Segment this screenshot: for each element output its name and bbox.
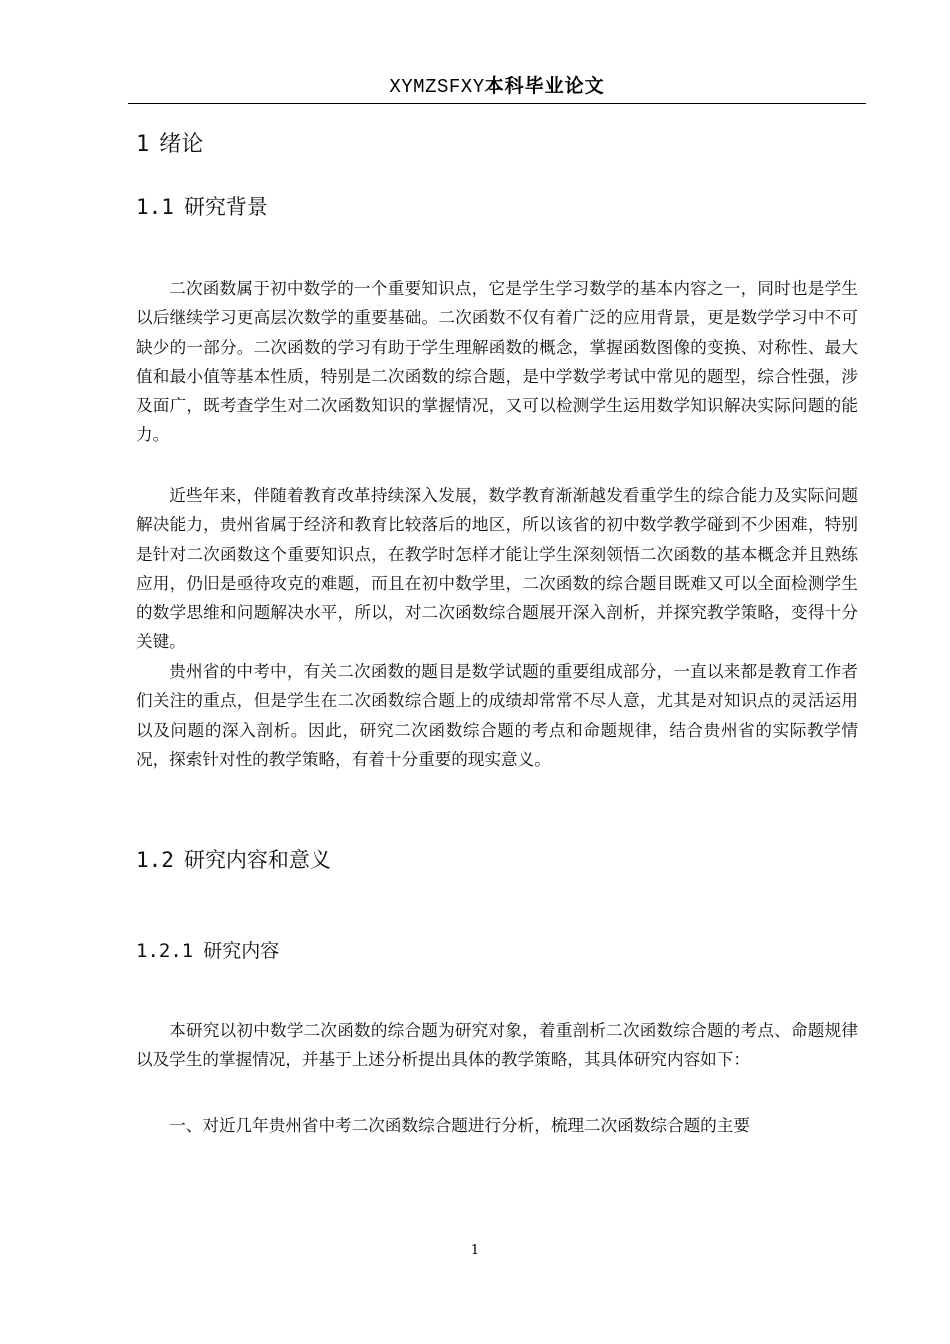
section-title: 研究内容和意义 xyxy=(183,848,331,872)
header-divider xyxy=(128,103,866,104)
section-heading-1-2 xyxy=(136,844,331,876)
page-number: 1 xyxy=(470,1243,480,1258)
subsection-title: 研究内容 xyxy=(203,940,280,962)
header-latin: XYMZSFXY xyxy=(389,76,485,98)
section-number: 1.1 xyxy=(136,195,174,219)
section-number: 1.2 xyxy=(136,848,174,872)
paragraph-background-1: 二次函数属于初中数学的一个重要知识点，它是学生学习数学的基本内容之一，同时也是学生以后继续学习更高层次数学的重要基础。二次函数不仅有着广泛的应用背景，更是数学学习中不可缺少的一部分。二次函数的学习有助于学生理解函数的概念，掌握函数图像的变换、对称性、最大值和最小值等基本性质，特别是二次函数的综合题，是中学数学考试中常见的题型，综合性强，涉及面广，既考查学生对二次函数知识的掌握情况，又可以检测学生运用数学知识解决实际问题的能力。 xyxy=(136,279,858,445)
paragraph-background-3: 贵州省的中考中，有关二次函数的题目是数学试题的重要组成部分，一直以来都是教育工作者们关注的重点，但是学生在二次函数综合题上的成绩却常常不尽人意，尤其是对知识点的灵活运用以及问题的深入剖析。因此，研究二次函数综合题的考点和命题规律，结合贵州省的实际教学情况，探索针对性的教学策略，有着十分重要的现实意义。 xyxy=(136,662,858,769)
chapter-number: 1 xyxy=(136,132,150,157)
section-heading-1-1 xyxy=(136,191,268,223)
subsection-number: 1.2.1 xyxy=(136,940,194,962)
page-header xyxy=(128,72,866,102)
section-title: 研究背景 xyxy=(183,195,268,219)
subsection-heading-1-2-1 xyxy=(136,936,279,966)
paragraph-background-2: 近些年来，伴随着教育改革持续深入发展，数学教育渐渐越发看重学生的综合能力及实际问题解决能力，贵州省属于经济和教育比较落后的地区，所以该省的初中数学教学碰到不少困难，特别是针对二次函数这个重要知识点，在教学时怎样才能让学生深刻领悟二次函数的基本概念并且熟练应用，仍旧是亟待攻克的难题，而且在初中数学里，二次函数的综合题目既难又可以全面检测学生的数学思维和问题解决水平，所以，对二次函数综合题展开深入剖析，并探究教学策略，变得十分关键。 xyxy=(136,486,858,652)
paragraph-content-intro: 本研究以初中数学二次函数的综合题为研究对象，着重剖析二次函数综合题的考点、命题规律以及学生的掌握情况，并基于上述分析提出具体的教学策略，其具体研究内容如下： xyxy=(136,1021,858,1070)
chapter-title: 绪论 xyxy=(159,132,204,157)
header-title: 本科毕业论文 xyxy=(484,76,605,97)
chapter-heading xyxy=(136,128,203,162)
paragraph-content-item-1: 一、对近几年贵州省中考二次函数综合题进行分析，梳理二次函数综合题的主要 xyxy=(169,1116,750,1135)
